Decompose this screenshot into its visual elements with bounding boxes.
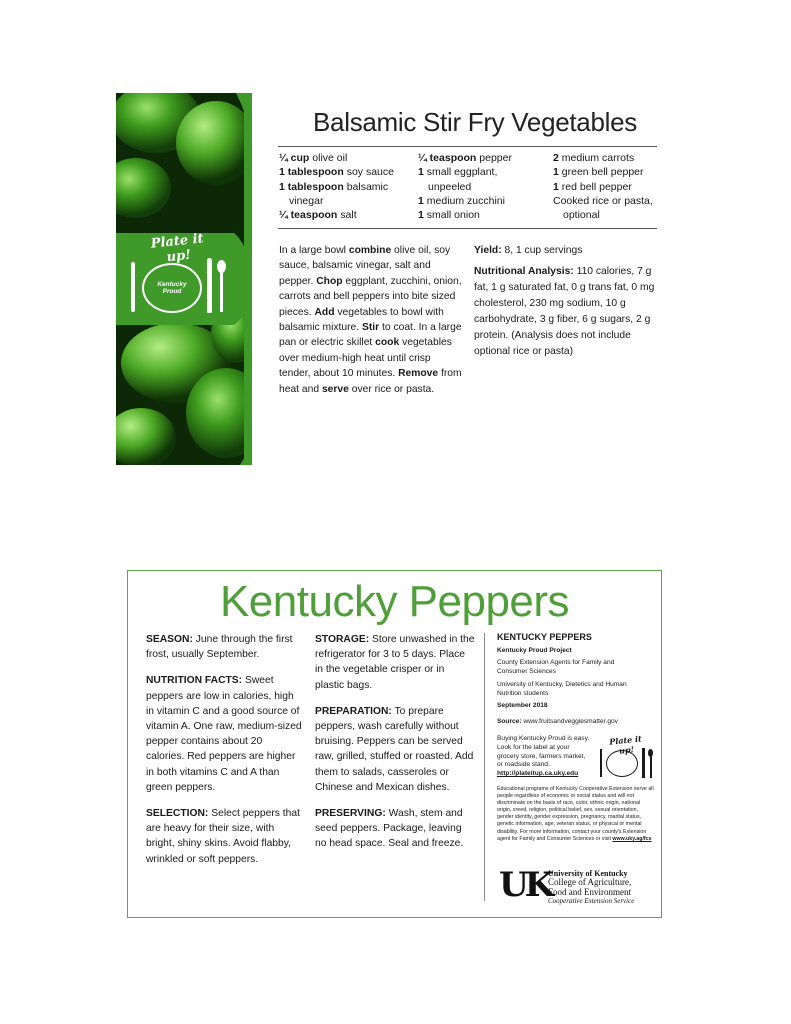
source-value: www.fruitsandveggiesmatter.gov bbox=[521, 718, 618, 725]
yield bbox=[474, 243, 664, 258]
ingredient-amount: 1 bbox=[418, 166, 427, 179]
direction-text: to coat. In a large pan or electric skillet bbox=[279, 322, 462, 349]
section-label: PRESERVING: bbox=[315, 808, 386, 820]
ingredient-line bbox=[418, 165, 512, 179]
ingredients-col-3 bbox=[553, 151, 653, 222]
direction-action: Stir bbox=[361, 322, 380, 334]
pepper-info-section bbox=[146, 632, 302, 662]
pepper-info-section bbox=[315, 806, 475, 852]
section-label: PREPARATION: bbox=[315, 705, 392, 717]
yield-value: 8, 1 cup servings bbox=[501, 245, 583, 256]
direction-text: olive oil, soy sauce, balsamic vinegar, salt and pepper. bbox=[279, 245, 451, 287]
direction-text: vegetables to bowl with balsamic mixture. bbox=[279, 306, 444, 334]
direction-action: Chop bbox=[316, 275, 343, 287]
section-label: STORAGE: bbox=[315, 634, 370, 645]
fork-icon bbox=[131, 262, 135, 312]
ingredients-col-2 bbox=[418, 151, 512, 222]
direction-text: In a large bowl bbox=[279, 245, 349, 256]
ingredient-line bbox=[418, 151, 512, 165]
ingredient-item: medium zucchini bbox=[426, 194, 505, 207]
ingredients-col-1 bbox=[279, 151, 394, 222]
ingredient-line bbox=[553, 208, 653, 222]
pepper-info-section bbox=[146, 673, 302, 795]
direction-action: serve bbox=[321, 383, 349, 395]
recipe-title: Balsamic Stir Fry Vegetables bbox=[313, 107, 637, 137]
sidebar-buying bbox=[497, 735, 592, 779]
ingredient-line bbox=[279, 165, 394, 179]
ingredient-line bbox=[418, 194, 512, 208]
sidebar-agents: County Extension Agents for Family and Consumer Sciences bbox=[497, 659, 615, 675]
nutrition-label: Nutritional Analysis: bbox=[474, 266, 574, 277]
ingredient-line bbox=[553, 194, 653, 208]
ingredient-amount: 1 bbox=[418, 194, 427, 207]
edu-text: Educational programs of Kentucky Cooperative Extension serve all people regardless of economic or social status and will not discriminate on the basis of race, color, ethnic origin, national origin, creed, religion, political belief, sex, sexual orientation, gender identity, gender expression, pregnancy, marital status, genetic information, age, veteran status, or physical or mental disability. For more information, contact your county's Extension agent for Family and Consumer Sciences or visit bbox=[497, 786, 654, 842]
ingredient-amount: 1 bbox=[553, 166, 562, 179]
peppers-col-1 bbox=[146, 632, 302, 878]
nutritional-analysis bbox=[474, 264, 664, 361]
ingredient-amount: ¼ teaspoon bbox=[418, 152, 480, 164]
direction-text: vegetables over medium-high heat until crisp tender, about 10 minutes. bbox=[279, 337, 452, 380]
ingredient-amount: 2 bbox=[553, 152, 562, 164]
ingredient-item: vinegar bbox=[289, 194, 324, 207]
uk-line-4: Cooperative Extension Service bbox=[548, 897, 635, 905]
sidebar-plate-icon bbox=[606, 750, 638, 777]
uk-line-3: Food and Environment bbox=[548, 886, 631, 897]
sidebar-edu-statement bbox=[497, 786, 655, 843]
ingredient-item: optional bbox=[563, 209, 600, 222]
peppers-col-2 bbox=[315, 632, 475, 863]
fcs-link[interactable]: www.uky.ag/fcs bbox=[612, 835, 652, 842]
ingredient-item: green bell pepper bbox=[561, 166, 644, 179]
badge-text: Plate it up! bbox=[150, 231, 205, 266]
ingredient-line bbox=[553, 165, 653, 179]
nutrition-value: 110 calories, 7 g fat, 1 g saturated fat, 0 g trans fat, 0 mg cholesterol, 230 mg sodium, 10 g carbohydrate, 3 g fiber, 6 g sugars, 2 g protein. (Analysis does not include optional rice or pasta) bbox=[474, 266, 655, 358]
section-text: Store unwashed in the refrigerator for 3 to 5 days. Place in the vegetable crisper or in plastic bags. bbox=[315, 634, 475, 691]
section-text: To prepare peppers, wash carefully without bruising. Peppers can be served raw, grilled, stuffed or roasted. Add them to salads, casseroles or Chinese and Mexican dishes. bbox=[315, 705, 474, 793]
plateitup-link[interactable]: http://plateitup.ca.uky.edu bbox=[497, 770, 579, 778]
directions-text bbox=[279, 243, 463, 397]
ingredient-line bbox=[418, 180, 512, 194]
direction-text: from heat and bbox=[279, 368, 462, 395]
uk-logo: UK bbox=[499, 865, 551, 905]
ingredient-amount: 1 bbox=[418, 209, 427, 222]
column-divider bbox=[484, 633, 485, 901]
plate-it-up-badge bbox=[116, 230, 236, 320]
ingredients-rule bbox=[278, 228, 657, 229]
ingredient-item: Cooked rice or pasta, bbox=[553, 194, 653, 207]
direction-text: over rice or pasta. bbox=[348, 383, 435, 395]
pepper-info-section bbox=[315, 632, 475, 693]
ingredient-line bbox=[418, 208, 512, 222]
buying-text: Buying Kentucky Proud is easy. Look for the label at your grocery store, farmers market, or roadside stand. bbox=[497, 735, 590, 769]
ingredient-item: small eggplant, bbox=[426, 166, 498, 179]
direction-text: eggplant, zucchini, onion, carrots and bell peppers into bite sized pieces. bbox=[279, 275, 462, 318]
sidebar-fork-icon bbox=[600, 749, 602, 777]
kentucky-proud-logo: Kentucky Proud bbox=[157, 281, 187, 295]
section-label: SELECTION: bbox=[146, 808, 209, 820]
yield-label: Yield: bbox=[474, 245, 502, 256]
ingredient-amount: ¼ teaspoon bbox=[279, 209, 341, 222]
sidebar-date: September 2018 bbox=[497, 702, 548, 709]
ingredient-amount: 1 tablespoon bbox=[279, 180, 347, 193]
ingredient-line bbox=[553, 180, 653, 194]
ingredient-item: red bell pepper bbox=[561, 180, 632, 193]
ingredient-amount: 1 tablespoon bbox=[279, 166, 347, 179]
sidebar-badge bbox=[596, 735, 656, 783]
ingredient-line bbox=[279, 151, 394, 165]
section-text: Sweet peppers are low in calories, high in vitamin C and a good source of vitamin A. One raw, medium-sized pepper contains about 20 calories. Red peppers are higher in both vitamins C and A than green peppers. bbox=[146, 675, 302, 793]
sidebar-project: Kentucky Proud Project bbox=[497, 647, 572, 654]
ingredient-item: salt bbox=[340, 209, 357, 222]
sidebar-spoon-handle bbox=[650, 756, 652, 778]
ingredient-item: medium carrots bbox=[561, 152, 635, 164]
sidebar-heading: KENTUCKY PEPPERS bbox=[497, 632, 592, 642]
ingredient-item: balsamic bbox=[346, 180, 389, 193]
knife-icon bbox=[207, 258, 212, 313]
ingredient-line bbox=[279, 208, 394, 222]
uk-college-text bbox=[548, 869, 634, 906]
pepper-info-section bbox=[315, 704, 475, 795]
direction-action: cook bbox=[375, 337, 400, 349]
source-label: Source: bbox=[497, 718, 522, 725]
sidebar-source bbox=[497, 718, 657, 727]
section-label: NUTRITION FACTS: bbox=[146, 675, 243, 687]
section-text: Wash, stem and seed peppers. Package, leaving no head space. Seal and freeze. bbox=[315, 808, 464, 850]
ingredient-item: small onion bbox=[426, 209, 480, 222]
pepper-info-section bbox=[146, 806, 302, 867]
peppers-title: Kentucky Peppers bbox=[219, 577, 570, 626]
ingredient-line bbox=[279, 180, 394, 194]
sidebar-university: University of Kentucky, Dietetics and Human Nutrition students bbox=[497, 681, 627, 697]
ingredient-item: unpeeled bbox=[428, 180, 472, 193]
title-rule bbox=[278, 146, 657, 147]
ingredient-item: olive oil bbox=[312, 152, 348, 164]
ingredient-amount: 1 bbox=[553, 180, 562, 193]
spoon-handle bbox=[220, 272, 223, 312]
uk-line-1: University of Kentucky bbox=[548, 869, 628, 878]
sidebar-badge-text: Plate it up! bbox=[608, 733, 643, 756]
section-text: June through the first frost, usually September. bbox=[146, 634, 293, 661]
section-label: SEASON: bbox=[146, 634, 193, 645]
direction-action: Add bbox=[314, 306, 335, 318]
sidebar-knife-icon bbox=[642, 748, 645, 778]
direction-action: combine bbox=[348, 245, 392, 256]
ingredient-amount: ¼ cup bbox=[279, 152, 313, 164]
ingredient-line bbox=[553, 151, 653, 165]
uk-line-2: College of Agriculture, bbox=[548, 877, 632, 887]
ingredient-line bbox=[279, 194, 394, 208]
ingredient-item: soy sauce bbox=[346, 166, 394, 179]
ingredient-item: pepper bbox=[479, 152, 512, 164]
section-text: Select peppers that are heavy for their size, with bright, shiny skins. Avoid flabby, wrinkled or soft peppers. bbox=[146, 808, 300, 865]
direction-action: Remove bbox=[398, 368, 439, 380]
